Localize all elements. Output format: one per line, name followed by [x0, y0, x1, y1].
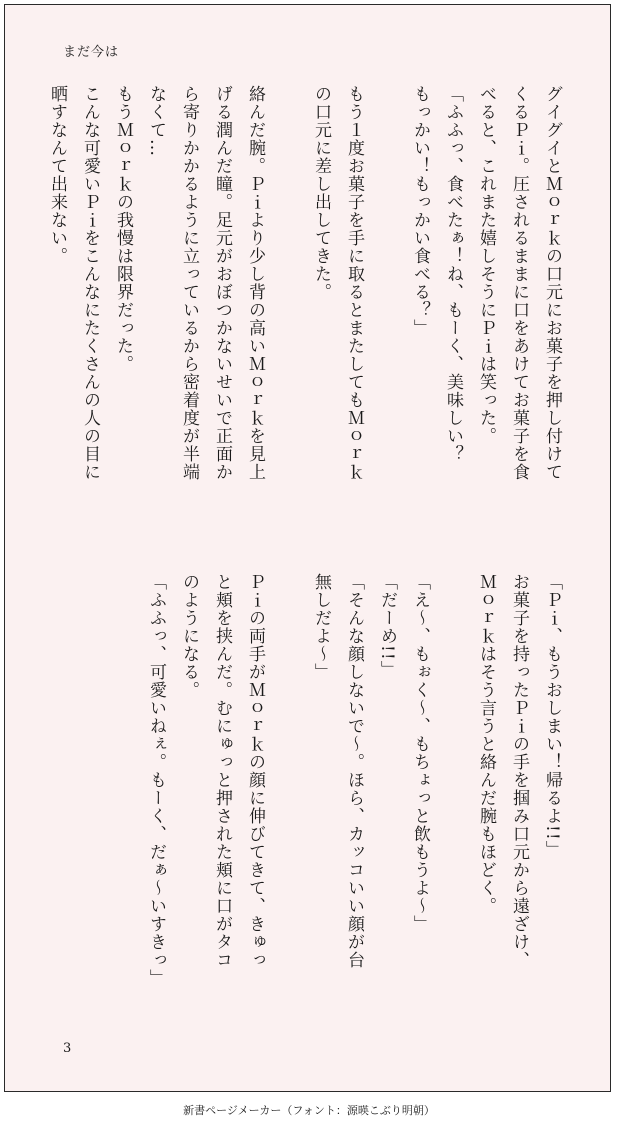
text-line: ら寄りかかるように立っているから密着度が半端 — [179, 85, 199, 481]
text-line: 「ふふっ、食べたぁ！ね、もーく、美味しい？ — [443, 85, 463, 463]
text-line: お菓子を持ったＰｉの手を掴み口元から遠ざけ、 — [509, 573, 529, 969]
paragraph — [139, 85, 271, 535]
paragraph — [403, 85, 469, 535]
text-line: 「ふふっ、可愛いねぇ。もーく、だぁ〜いすきっ」 — [146, 573, 166, 987]
text-line: 晒すなんて出来ない。 — [47, 85, 67, 265]
footer-credit: 新書ページメーカー（フォント：源暎こぶり明朝） — [183, 1104, 435, 1117]
text-line: べると、これまた嬉しそうにＰｉは笑った。 — [476, 85, 496, 445]
text-line: 「え〜、もぉく〜、もちょっと飲もうよ〜」 — [410, 573, 430, 933]
text-line: Ｐｉの両手がＭｏｒｋの顔に伸びてきて、きゅっ — [245, 573, 265, 969]
text-line: 「だーめ!!」 — [377, 573, 397, 679]
paragraph — [469, 85, 568, 535]
text-line: なくて… — [146, 85, 166, 157]
text-line: げる潤んだ瞳。足元がおぼつかないせいで正面か — [212, 85, 232, 481]
text-line: のようになる。 — [179, 573, 199, 699]
text-line: Ｍｏｒｋはそう言うと絡んだ腕もほどく。 — [476, 573, 496, 915]
text-line: と頬を挟んだ。むにゅっと押された頬に口がタコ — [212, 573, 232, 969]
text-line: もう１度お菓子を手に取るとまたしてもＭｏｒｋ — [344, 85, 364, 481]
text-block-top — [40, 85, 568, 535]
book-page — [4, 4, 611, 1092]
text-block-bottom — [106, 573, 568, 1043]
text-line: の口元に差し出してきた。 — [311, 85, 331, 301]
text-line: 無しだよ〜」 — [311, 573, 331, 681]
running-header: まだ今は — [63, 45, 120, 60]
text-line: グイグイとＭｏｒｋの口元にお菓子を押し付けて — [542, 85, 562, 481]
text-line: もうＭｏｒｋの我慢は限界だった。 — [113, 85, 133, 373]
paragraph — [304, 85, 370, 535]
paragraph — [40, 85, 139, 535]
text-line: こんな可愛いＰｉをこんなにたくさんの人の目に — [80, 85, 100, 481]
text-line: くるＰｉ。圧されるままに口をあけてお菓子を食 — [509, 85, 529, 481]
paragraph — [172, 573, 271, 1043]
paragraph — [304, 573, 436, 1043]
text-line: 絡んだ腕。Ｐｉより少し背の高いＭｏｒｋを見上 — [245, 85, 265, 481]
paragraph — [535, 573, 568, 1043]
text-line: 「Ｐｉ、もうおしまい！帰るよ!!」 — [542, 573, 562, 859]
paragraph — [469, 573, 535, 1043]
text-line: 「そんな顔しないで〜。ほら、カッコいい顔が台 — [344, 573, 364, 969]
paragraph — [139, 573, 172, 1043]
text-line: もっかい！もっかい食べる？」 — [410, 85, 430, 337]
page-number: 3 — [63, 1041, 72, 1056]
